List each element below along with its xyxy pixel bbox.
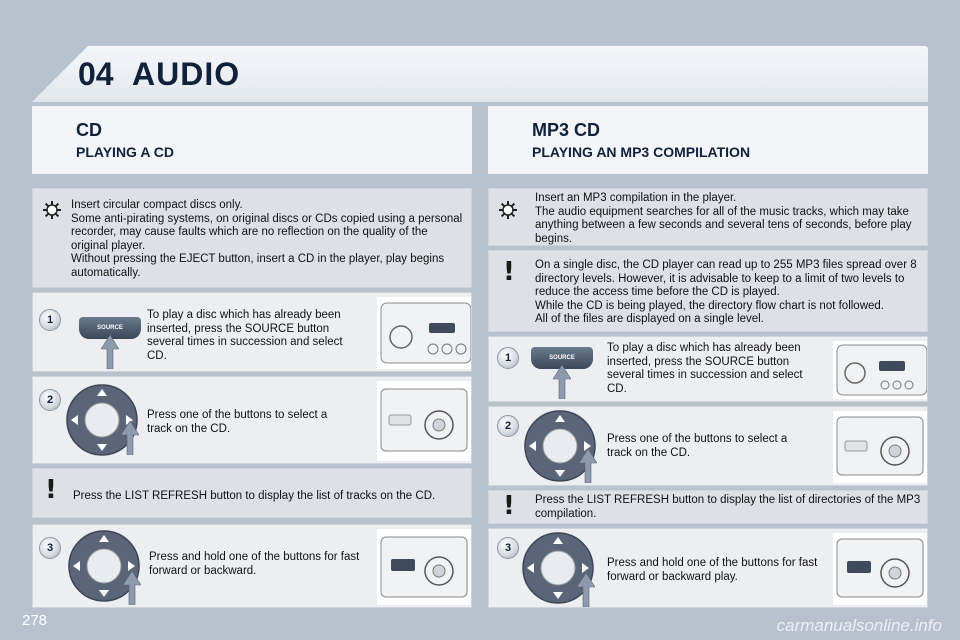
press-arrow-icon <box>123 571 141 605</box>
watermark: carmanualsonline.info <box>776 616 942 635</box>
gear-icon <box>41 199 63 221</box>
step-number-badge: 3 <box>39 537 61 559</box>
mp3-step2-text: Press one of the buttons to select a track on the CD. <box>607 433 788 459</box>
cd-warning-box <box>32 468 472 518</box>
radio-panel-illustration <box>377 529 471 605</box>
radio-thumbnail <box>833 411 927 483</box>
cd-section-title: CD <box>76 120 102 140</box>
mp3-info-box <box>488 188 928 246</box>
radio-panel-illustration <box>833 411 927 483</box>
mp3-section-title: MP3 CD <box>532 120 601 140</box>
radio-panel-illustration <box>833 341 927 399</box>
exclamation-icon: ! <box>503 491 515 521</box>
step-number-badge: 2 <box>497 415 519 437</box>
press-arrow-icon <box>579 449 597 483</box>
cd-step2-text: Press one of the buttons to select a track on the CD. <box>147 409 328 435</box>
cd-step3-box <box>32 524 472 608</box>
mp3-step2-box <box>488 406 928 486</box>
mp3-step3-text: Press and hold one of the buttons for fast forward or backward play. <box>607 557 818 583</box>
cd-info-box <box>32 188 472 288</box>
cd-step2-box <box>32 376 472 464</box>
radio-thumbnail <box>833 533 927 605</box>
cd-section-subtitle: PLAYING A CD <box>76 144 175 160</box>
mp3-warning2-text: Press the LIST REFRESH button to display the list of directories of the MP3 compilation. <box>535 494 921 520</box>
radio-thumbnail <box>833 341 927 399</box>
mp3-section-subtitle: PLAYING AN MP3 COMPILATION <box>532 144 751 160</box>
mp3-section-header <box>488 106 928 174</box>
step-number-badge: 1 <box>497 347 519 369</box>
step-number-badge: 2 <box>39 389 61 411</box>
press-arrow-icon <box>121 421 139 455</box>
source-button-illustration: SOURCE <box>79 317 141 339</box>
gear-icon <box>497 199 519 221</box>
radio-panel-illustration <box>833 533 927 605</box>
radio-thumbnail <box>377 297 471 369</box>
cd-section-header <box>32 106 472 174</box>
exclamation-icon: ! <box>503 257 515 287</box>
cd-step1-text: To play a disc which has already been inserted, press the SOURCE button several times in succession and select CD. <box>147 309 343 362</box>
chapter-title: AUDIO <box>132 56 241 92</box>
mp3-info-text: Insert an MP3 compilation in the player. The audio equipment searches for all of the music tracks, which may take anything between a few seconds and several tens of seconds, before play begins. <box>535 192 912 245</box>
mp3-warning1-box <box>488 250 928 332</box>
source-button-illustration: SOURCE <box>531 347 593 369</box>
mp3-warning1-text: On a single disc, the CD player can read up to 255 MP3 files spread over 8 directory levels. However, it is advisable to keep to a limit of two levels to reduce the access time before the CD is played. While the CD is being played, the directory flow chart is not followed. All of the files are displayed on a single level. <box>535 259 917 325</box>
press-arrow-icon <box>577 573 595 607</box>
chapter-number: 04 <box>78 56 114 92</box>
radio-thumbnail <box>377 529 471 605</box>
mp3-step1-box <box>488 336 928 402</box>
press-arrow-icon <box>101 335 119 369</box>
mp3-step1-text: To play a disc which has already been inserted, press the SOURCE button several times in succession and select CD. <box>607 342 803 395</box>
page-number: 278 <box>22 612 48 629</box>
cd-step1-box <box>32 292 472 372</box>
radio-panel-illustration <box>377 381 471 461</box>
press-arrow-icon <box>553 365 571 399</box>
cd-warning-text: Press the LIST REFRESH button to display the list of tracks on the CD. <box>73 490 436 502</box>
cd-info-text: Insert circular compact discs only. Some anti-pirating systems, on original discs or CDs copied using a personal recorder, may cause faults which are no reflection on the quality of the original player. Without pressing the EJECT button, insert a CD in the player, play begins automatically. <box>71 199 463 279</box>
radio-thumbnail <box>377 381 471 461</box>
step-number-badge: 3 <box>497 537 519 559</box>
mp3-warning2-box <box>488 490 928 524</box>
mp3-step3-box <box>488 528 928 608</box>
cd-step3-text: Press and hold one of the buttons for fast forward or backward. <box>149 551 360 577</box>
step-number-badge: 1 <box>39 309 61 331</box>
radio-panel-illustration <box>377 297 471 369</box>
exclamation-icon: ! <box>45 475 57 505</box>
